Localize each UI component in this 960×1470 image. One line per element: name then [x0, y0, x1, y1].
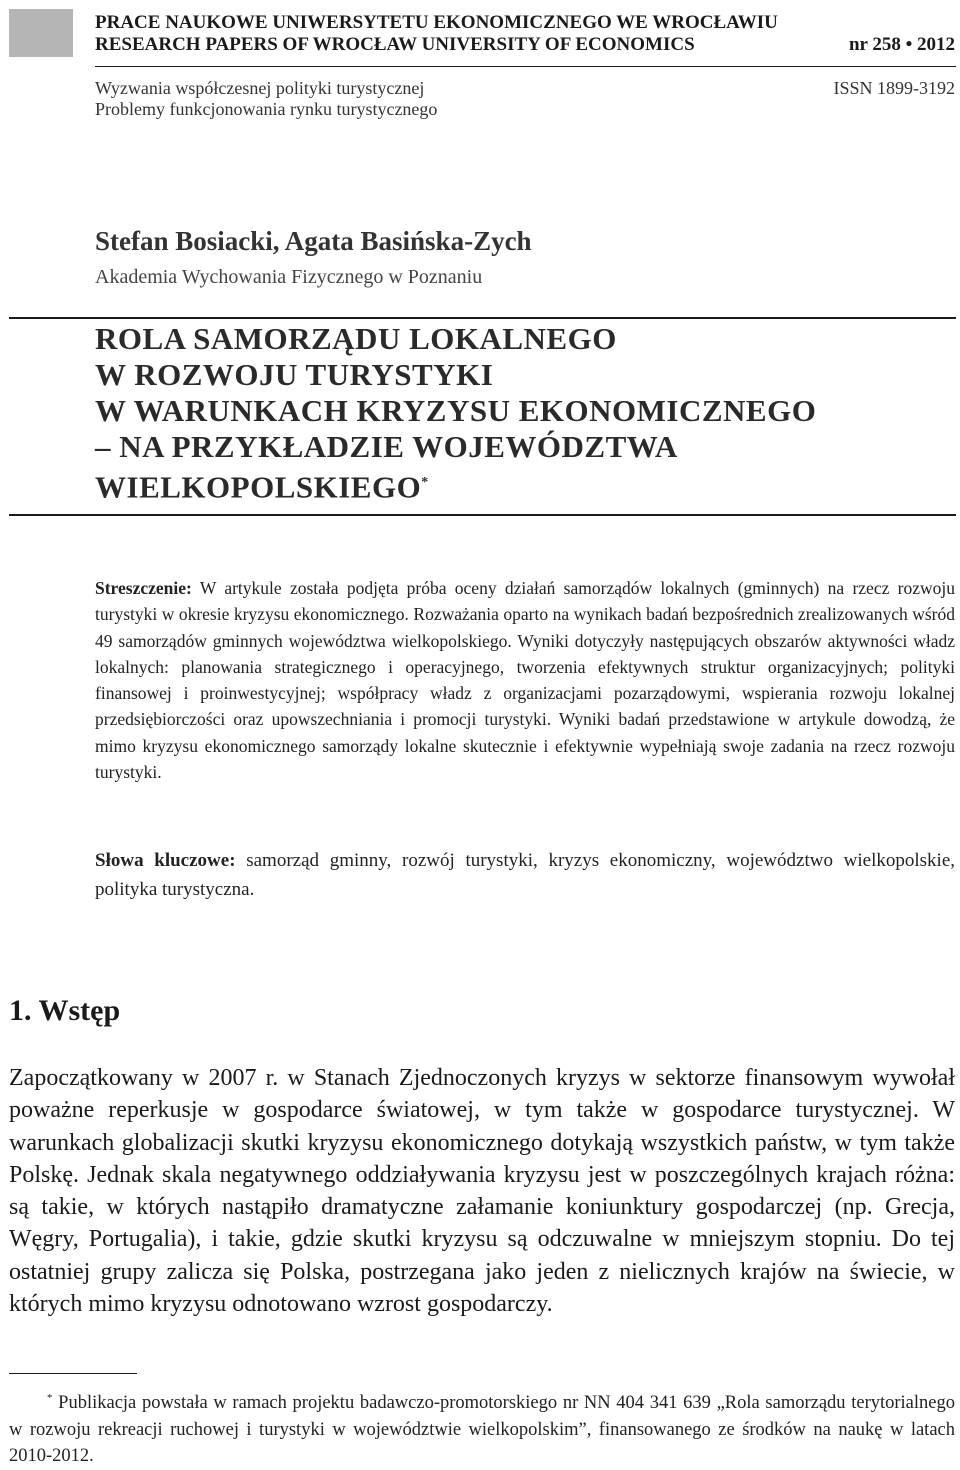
title-line: – NA PRZYKŁADZIE WOJEWÓDZTWA — [95, 429, 678, 464]
footnote-text: Publikacja powstała w ramach projektu badawczo-promotorskiego nr NN 404 341 639 „Rola samorządu terytorialnego w rozwoju rekreacji ruchowej i turystyki w województwie wielkopolskim”, finansowanego ze środków na naukę w latach 2010-2012. — [9, 1393, 955, 1467]
series-header — [95, 12, 955, 56]
volume-info — [95, 78, 955, 120]
title-line: WIELKOPOLSKIEGO — [95, 469, 422, 505]
footnote-marker: * — [47, 1392, 53, 1404]
title-bottom-rule — [9, 514, 956, 516]
volume-title-2: Problemy funkcjonowania rynku turystycznego — [95, 99, 438, 119]
title-line-last — [95, 465, 816, 505]
abstract — [95, 575, 955, 785]
keywords — [95, 846, 955, 904]
abstract-label: Streszczenie: — [95, 578, 192, 598]
issn: ISSN 1899-3192 — [833, 78, 955, 98]
section-heading: 1. Wstęp — [9, 994, 121, 1027]
issue-number: nr 258 • 2012 — [848, 34, 955, 55]
footnote — [9, 1385, 955, 1470]
title-footnote-marker: * — [421, 475, 429, 490]
footnote-rule — [9, 1373, 137, 1374]
abstract-text: W artykule została podjęta próba oceny działań samorządów lokalnych (gminnych) na rzecz rozwoju turystyki w okresie kryzysu ekonomicznego. Rozważania oparto na wynikach badań bezpośrednich zrealizowanych wśród 49 samorządów gminnych województwa wielkopolskiego. Wyniki dotyczyły następujących obszarów aktywności władz lokalnych: planowania strategicznego i operacyjnego, tworzenia efektywnych struktur organizacyjnych; polityki finansowej i proinwestycyjnej; współpracy władz z organizacjami pozarządowymi, wspierania rozwoju lokalnej przedsiębiorczości oraz upowszechniania i promocji turystyki. Wyniki badań przedstawione w artykule dowodzą, że mimo kryzysu ekonomicznego samorządy lokalne skutecznie i efektywnie wypełniają swoje zadania na rzecz rozwoju turystyki. — [95, 578, 955, 783]
keywords-text: samorząd gminny, rozwój turystyki, kryzys ekonomiczny, województwo wielkopolskie, polityka turystyczna. — [95, 850, 956, 900]
volume-title-1: Wyzwania współczesnej polityki turystycznej — [95, 78, 425, 98]
section-paragraph: Zapoczątkowany w 2007 r. w Stanach Zjednoczonych kryzys w sektorze finansowym wywołał poważne reperkusje w gospodarce światowej, w tym także w gospodarce turystycznej. W warunkach globalizacji skutki kryzysu ekonomicznego dotykają wszystkich państw, w tym także Polskę. Jednak skala negatywnego oddziaływania kryzysu jest w poszczególnych krajach różna: są takie, w których nastąpiło dramatyczne załamanie koniunktury gospodarczej (np. Grecja, Węgry, Portugalia), i takie, gdzie skutki kryzysu są odczuwalne w mniejszym stopniu. Do tej ostatniej grupy zalicza się Polska, postrzegana jako jeden z nielicznych krajów na świecie, w których mimo kryzysu odnotowano wzrost gospodarczy. — [9, 1065, 955, 1318]
title-line: W WARUNKACH KRYZYSU EKONOMICZNEGO — [95, 393, 817, 428]
series-logo-block — [9, 9, 73, 57]
title-line: ROLA SAMORZĄDU LOKALNEGO — [95, 321, 617, 356]
title-top-rule — [9, 317, 956, 319]
series-title-pl: PRACE NAUKOWE UNIWERSYTETU EKONOMICZNEGO WE WROCŁAWIU — [95, 12, 778, 33]
article-authors: Stefan Bosiacki, Agata Basińska-Zych — [95, 226, 532, 256]
author-affiliation: Akademia Wychowania Fizycznego w Poznaniu — [95, 266, 483, 288]
title-line: W ROZWOJU TURYSTYKI — [95, 357, 494, 392]
header-divider — [95, 66, 956, 67]
series-title-en: RESEARCH PAPERS OF WROCŁAW UNIVERSITY OF ECONOMICS — [95, 34, 695, 55]
article-title — [95, 321, 816, 505]
keywords-label: Słowa kluczowe: — [95, 850, 236, 871]
